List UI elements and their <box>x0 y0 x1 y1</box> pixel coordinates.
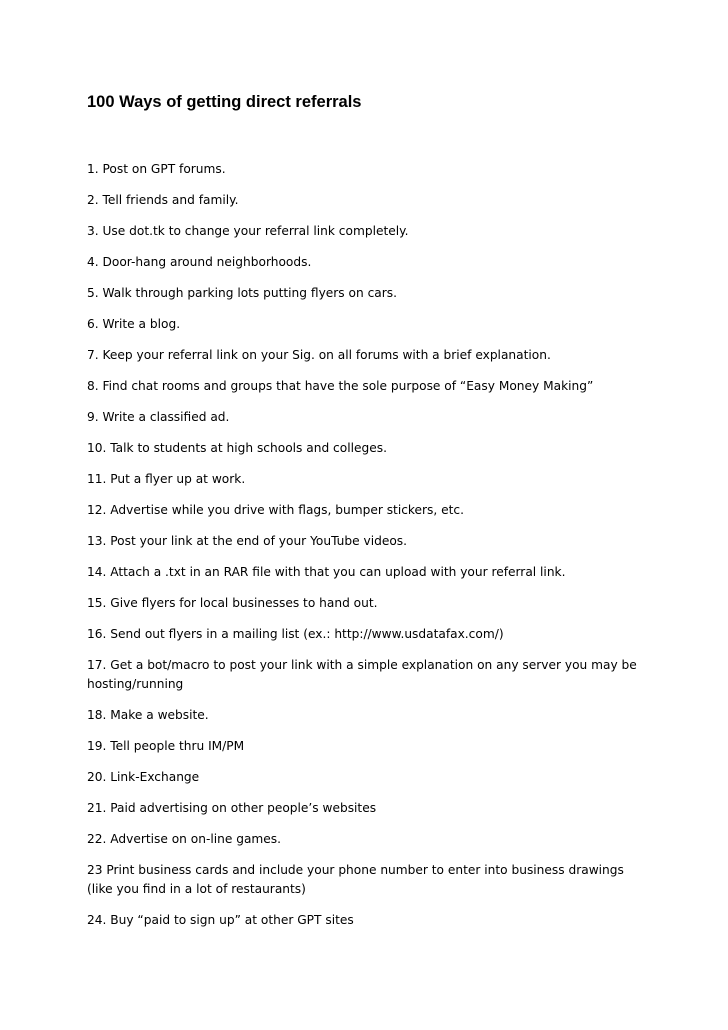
list-item: 16. Send out flyers in a mailing list (ex.: http://www.usdatafax.com/) <box>87 627 504 641</box>
list-item: 12. Advertise while you drive with flags, bumper stickers, etc. <box>87 503 465 517</box>
list-item: 3. Use dot.tk to change your referral link completely. <box>87 224 409 238</box>
list-item: 11. Put a flyer up at work. <box>87 472 246 486</box>
list-item: 6. Write a blog. <box>87 317 181 331</box>
list-item: 15. Give flyers for local businesses to hand out. <box>87 596 378 610</box>
referral-ways-list <box>87 160 647 942</box>
list-item: 10. Talk to students at high schools and colleges. <box>87 441 387 455</box>
list-item: 1. Post on GPT forums. <box>87 162 226 176</box>
list-item: 7. Keep your referral link on your Sig. on all forums with a brief explanation. <box>87 348 551 362</box>
list-item: 5. Walk through parking lots putting flyers on cars. <box>87 286 397 300</box>
list-item: 14. Attach a .txt in an RAR file with that you can upload with your referral link. <box>87 565 566 579</box>
list-item: 24. Buy “paid to sign up” at other GPT sites <box>87 913 354 927</box>
list-item: 9. Write a classified ad. <box>87 410 230 424</box>
list-item: 20. Link-Exchange <box>87 770 200 784</box>
list-item: 19. Tell people thru IM/PM <box>87 739 245 753</box>
list-item: 13. Post your link at the end of your YouTube videos. <box>87 534 408 548</box>
list-item: 21. Paid advertising on other people’s websites <box>87 801 377 815</box>
list-item: 8. Find chat rooms and groups that have the sole purpose of “Easy Money Making” <box>87 379 594 393</box>
list-item: 4. Door-hang around neighborhoods. <box>87 255 312 269</box>
list-item: 22. Advertise on on-line games. <box>87 832 282 846</box>
list-item: 23 Print business cards and include your phone number to enter into business drawings (like you find in a lot of restaurants) <box>87 863 624 896</box>
list-item: 2. Tell friends and family. <box>87 193 239 207</box>
list-item: 18. Make a website. <box>87 708 209 722</box>
page-title: 100 Ways of getting direct referrals <box>87 93 362 111</box>
list-item: 17. Get a bot/macro to post your link with a simple explanation on any server you may be hosting/running <box>87 658 637 691</box>
